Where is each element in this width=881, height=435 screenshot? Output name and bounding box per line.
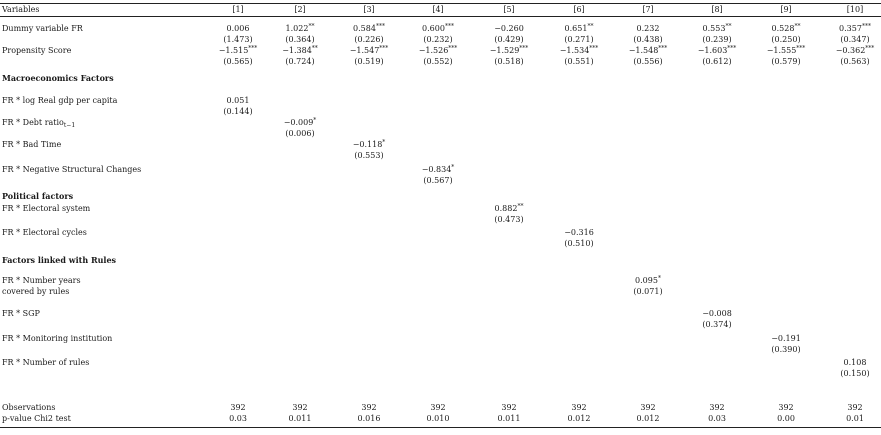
interaction-coef: −0.008 [702,309,732,318]
interaction-label: FR * Debt ratio$_{t-1}$ [2,118,76,129]
se-cell: (1.473) [223,35,253,44]
footer-value: 392 [501,403,517,412]
interaction-se: (0.374) [702,320,732,329]
coef-cell: −1.534*** [559,45,599,55]
interaction-coef: −0.191 [771,334,801,343]
row-label-propensity-score: Propensity Score [2,46,72,55]
se-cell: (0.565) [223,57,253,66]
interaction-label: FR * Bad Time [2,140,62,149]
column-header-9: [9] [780,5,792,14]
interaction-coef: −0.316 [564,228,594,237]
footer-value: 392 [230,403,246,412]
footer-value: 392 [571,403,587,412]
interaction-coef: 0.051 [226,96,250,105]
interaction-se: (0.071) [633,287,663,296]
interaction-se: (0.473) [494,215,524,224]
se-cell: (0.438) [633,35,663,44]
coef-cell: 0.584*** [353,23,385,33]
coef-cell: −1.384** [282,45,318,55]
interaction-coef: 0.882** [494,203,524,213]
coef-cell: −1.548*** [628,45,668,55]
column-header-2: [2] [294,5,306,14]
interaction-se: (0.567) [423,176,453,185]
column-header-1: [1] [232,5,244,14]
footer-value: 0.011 [288,414,312,423]
se-cell: (0.364) [285,35,315,44]
interaction-coef: 0.108 [843,358,867,367]
footer-value: 392 [778,403,794,412]
se-cell: (0.519) [354,57,384,66]
interaction-se: (0.006) [285,129,315,138]
column-header-7: [7] [642,5,654,14]
se-cell: (0.429) [494,35,524,44]
footer-value: 392 [847,403,863,412]
se-cell: (0.347) [840,35,870,44]
section-macroeconomics: Macroeconomics Factors [2,73,114,83]
column-header-6: [6] [573,5,585,14]
se-cell: (0.250) [771,35,801,44]
bottom-rule [0,427,881,428]
se-cell: (0.239) [702,35,732,44]
interaction-label: FR * Electoral cycles [2,228,87,237]
coef-cell: −0.362*** [835,45,875,55]
coef-cell: −0.260 [494,24,524,33]
se-cell: (0.612) [702,57,732,66]
interaction-label: FR * Number years covered by rules [2,276,81,296]
interaction-coef: −0.009* [283,117,317,127]
footer-value: 392 [292,403,308,412]
se-cell: (0.579) [771,57,801,66]
coef-cell: 0.006 [226,24,250,33]
interaction-label: FR * SGP [2,309,40,318]
coef-cell: −1.603*** [697,45,737,55]
column-header-8: [8] [711,5,723,14]
section-rules: Factors linked with Rules [2,255,117,265]
se-cell: (0.563) [840,57,870,66]
coef-cell: 0.357*** [839,23,871,33]
interaction-se: (0.150) [840,369,870,378]
column-header-3: [3] [363,5,375,14]
footer-value: 0.012 [636,414,660,423]
footer-value: 0.03 [708,414,726,423]
header-variables: Variables [2,5,40,14]
footer-label-pvalue: p-value Chi2 test [2,414,71,423]
footer-value: 0.00 [777,414,795,423]
header-rule [0,16,881,17]
footer-value: 392 [361,403,377,412]
interaction-coef: 0.095* [635,275,661,285]
column-header-5: [5] [503,5,515,14]
coef-cell: −1.529*** [489,45,529,55]
interaction-coef: −0.834* [421,164,455,174]
section-political: Political factors [2,191,74,201]
se-cell: (0.518) [494,57,524,66]
coef-cell: 0.528** [771,23,801,33]
footer-value: 0.016 [357,414,381,423]
column-header-4: [4] [432,5,444,14]
footer-value: 0.011 [497,414,521,423]
footer-value: 0.010 [426,414,450,423]
footer-value: 392 [640,403,656,412]
footer-label-observations: Observations [2,403,56,412]
interaction-coef: −0.118* [352,139,386,149]
column-header-10: [10] [846,5,864,14]
coef-cell: 0.651** [564,23,594,33]
interaction-label: FR * Electoral system [2,204,91,213]
coef-cell: 1.022** [285,23,315,33]
interaction-label: FR * Negative Structural Changes [2,165,142,174]
coef-cell: 0.600*** [422,23,454,33]
se-cell: (0.556) [633,57,663,66]
footer-value: 0.03 [229,414,247,423]
se-cell: (0.271) [564,35,594,44]
coef-cell: 0.553** [702,23,732,33]
coef-cell: −1.515*** [218,45,258,55]
footer-value: 392 [430,403,446,412]
se-cell: (0.552) [423,57,453,66]
footer-value: 0.01 [846,414,864,423]
interaction-se: (0.553) [354,151,384,160]
interaction-label: FR * Monitoring institution [2,334,113,343]
se-cell: (0.724) [285,57,315,66]
interaction-se: (0.390) [771,345,801,354]
row-label-dummy-fr: Dummy variable FR [2,24,83,33]
interaction-se: (0.510) [564,239,594,248]
interaction-label: FR * Number of rules [2,358,90,367]
se-cell: (0.226) [354,35,384,44]
footer-value: 392 [709,403,725,412]
interaction-se: (0.144) [223,107,253,116]
coef-cell: −1.526*** [418,45,458,55]
interaction-label: FR * log Real gdp per capita [2,96,118,105]
footer-value: 0.012 [567,414,591,423]
coef-cell: −1.555*** [766,45,806,55]
se-cell: (0.551) [564,57,594,66]
coef-cell: 0.232 [636,24,660,33]
se-cell: (0.232) [423,35,453,44]
coef-cell: −1.547*** [349,45,389,55]
